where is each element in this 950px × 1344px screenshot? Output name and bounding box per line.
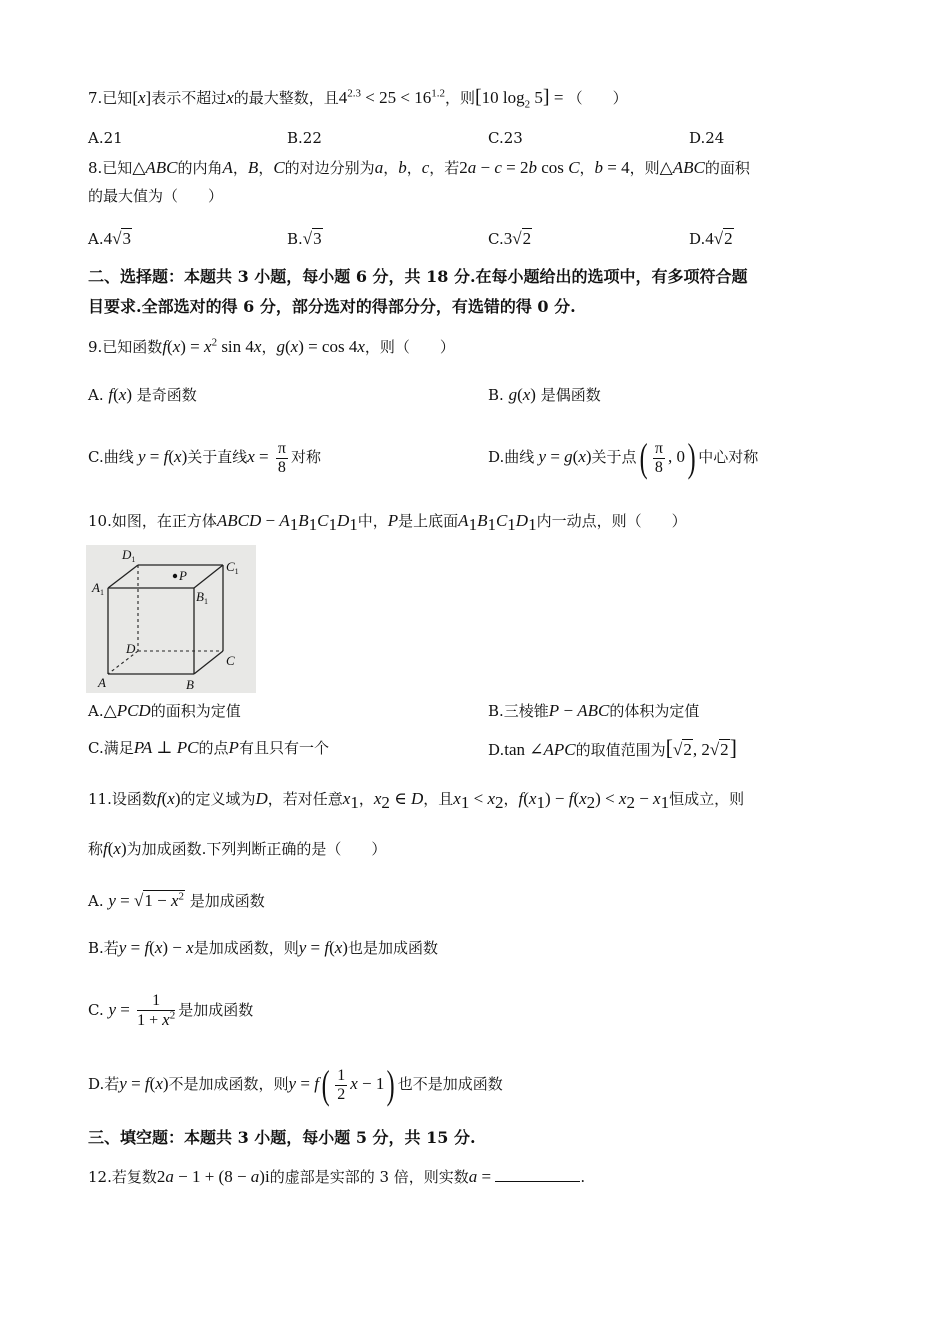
label-a: A	[98, 675, 106, 690]
label-p: P	[179, 568, 187, 583]
label-b1: $B_1$	[196, 589, 208, 606]
q9-stem: 9.已知函数$f(x) = x^2$ sin 4x，g(x) = cos 4x，则（ ）	[88, 336, 455, 356]
q10-stem: 10.如图，在正方体ABCD − $A_1B_1C_1D_1$中，P是上底面$A_1B_1C_1D_1$内一动点，则（ ）	[88, 511, 687, 534]
q9-option-b: B. g(x) 是偶函数	[488, 385, 601, 404]
q11-option-c: C. y = $\frac{1}{1 + x^2}$ 是加成函数	[88, 992, 254, 1029]
cube-figure	[86, 545, 256, 693]
section3-heading: 三、填空题：本题共 3 小题，每小题 5 分，共 15 分.	[88, 1128, 476, 1147]
q9-option-c: C.曲线 y = f(x)关于直线x = $\frac{\pi}{8}$ 对称	[88, 439, 321, 476]
q10-option-b: B.三棱锥P − ABC的体积为定值	[488, 701, 700, 720]
q7-stem: 7.已知[x]表示不超过x的最大整数，且$4^{2.3} < 25 < 16^{1.2}$，则[10 $\log_2 5$] = （ ）	[88, 86, 628, 111]
q8-stem-line2: 的最大值为（ ）	[88, 187, 224, 205]
q11-option-b: B.若y = f(x) − x是加成函数，则y = f(x)也是加成函数	[88, 938, 438, 957]
q11-option-a: A. $y = √1 - x^2$ 是加成函数	[88, 890, 265, 910]
q11-stem: 11.设函数f(x)的定义域为D，若对任意$x_1$，$x_2$ ∈ D，且$x_1 < x_2$，$f(x_1) - f(x_2) < x_2 - x_1$恒成立，则	[88, 789, 745, 812]
q8-option-b: B.√3	[287, 229, 322, 248]
label-d: D	[126, 641, 136, 656]
q10-option-a: A.△PCD的面积为定值	[88, 701, 241, 720]
q7-option-d: D.24	[689, 129, 725, 147]
q7-option-c: C.23	[488, 129, 523, 147]
q12-stem: 12.若复数2a − 1 + (8 − a)i的虚部是实部的 3 倍，则实数a = .	[88, 1167, 586, 1186]
q10-option-c: C.满足PA ⊥ PC的点P有且只有一个	[88, 738, 329, 757]
label-b: B	[186, 677, 194, 692]
q7-option-a: A.21	[88, 129, 123, 147]
q8-stem: 8.已知△ABC的内角A，B，C的对边分别为a，b，c，若2a − c = 2b cos C，b = 4，则△ABC的面积	[88, 158, 750, 177]
label-d1: $D_1$	[122, 547, 136, 564]
q10-option-d: D.tan ∠APC的取值范围为[√2, 2√2]	[488, 735, 737, 760]
label-a1: $A_1$	[92, 580, 104, 597]
q8-option-c: C.3√2	[488, 229, 532, 248]
q11-stem-line2: 称f(x)为加成函数.下列判断正确的是（ ）	[88, 839, 387, 858]
q12-answer-blank[interactable]	[495, 1167, 580, 1182]
section2-heading-line1: 二、选择题：本题共 3 小题，每小题 6 分，共 18 分.在每小题给出的选项中，有多项符合题	[88, 267, 748, 286]
q11-option-d: D.若y = f(x)不是加成函数，则y = f( $\frac{1}{2}$ x − 1) 也不是加成函数	[88, 1062, 503, 1107]
q9-option-a: A. f(x) 是奇函数	[88, 385, 197, 404]
label-c1: $C_1$	[226, 559, 239, 576]
q9-option-d: D.曲线 y = g(x)关于点( $\frac{\pi}{8}$ , 0) 中心对称	[488, 435, 759, 480]
q8-option-d: D.4√2	[689, 229, 733, 248]
point-p	[173, 574, 177, 578]
section2-heading-line2: 目要求.全部选对的得 6 分，部分选对的得部分分，有选错的得 0 分.	[88, 297, 576, 316]
q7-option-b: B.22	[287, 129, 322, 147]
q8-option-a: A.4√3	[88, 229, 131, 248]
label-c: C	[226, 653, 235, 668]
